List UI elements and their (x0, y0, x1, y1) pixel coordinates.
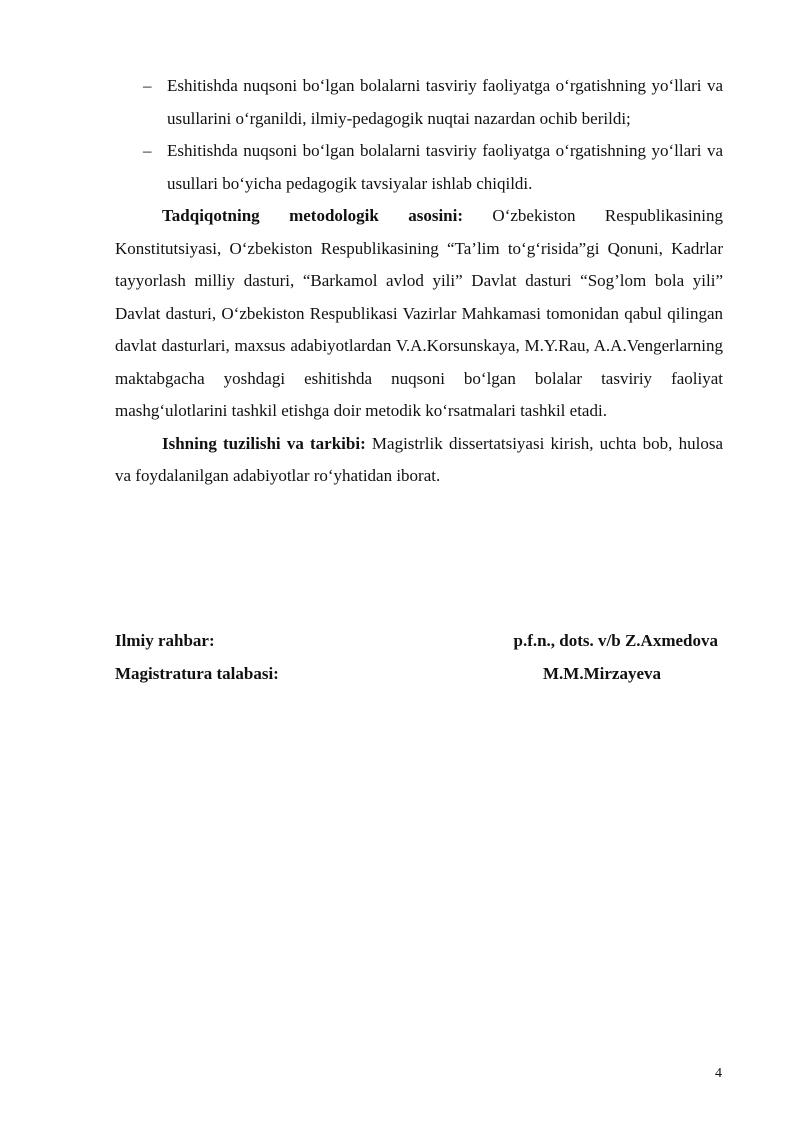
student-name: M.M.Mirzayeva (543, 664, 661, 683)
signature-block (115, 624, 723, 690)
bullet-dash-icon: – (143, 141, 152, 160)
results-list (115, 70, 723, 200)
page-number: 4 (715, 1066, 722, 1081)
list-item-text: Eshitishda nuqsoni bo‘lgan bolalarni tasviriy faoliyatga o‘rgatishning yo‘llari va usullari bo‘yicha pedagogik tavsiyalar ishlab chiqildi. (167, 141, 723, 193)
methodology-heading: Tadqiqotning metodologik asosini: (162, 206, 464, 225)
methodology-paragraph (115, 200, 723, 428)
student-label: Magistratura talabasi: (115, 664, 279, 683)
bullet-dash-icon: – (143, 76, 152, 95)
document-body (115, 70, 723, 493)
list-item (115, 135, 723, 200)
structure-text: Magistrlik dissertatsiyasi kirish, uchta bob, hulosa va foydalanilgan adabiyotlar ro‘yhatidan iborat. (115, 433, 723, 485)
list-item-text: Eshitishda nuqsoni bo‘lgan bolalarni tasviriy faoliyatga o‘rgatishning yo‘llari va usullarini o‘rganildi, ilmiy-pedagogik nuqtai nazardan ochib berildi; (167, 76, 723, 128)
methodology-text: O‘zbekiston Respublikasining Konstitutsiyasi, O‘zbekiston Respublikasining “Ta’lim to‘g‘risida”gi Qonuni, Kadrlar tayyorlash milliy dasturi, “Barkamol avlod yili” Davlat dasturi “Sog’lom bola yili” Davlat dasturi, O‘zbekiston Respublikasi Vazirlar Mahkamasi tomonidan qabul qilingan davlat dasturlari, maxsus adabiyotlardan V.A.Korsunskaya, M.Y.Rau, A.A.Vengerlarning maktabgacha yoshdagi eshitishda nuqsoni bo‘lgan bolalar tasviriy faoliyat mashg‘ulotlarini tashkil etishga doir metodik ko‘rsatmalari tashkil etadi. (115, 206, 723, 420)
student-row (115, 657, 723, 690)
supervisor-name: p.f.n., dots. v/b Z.Axmedova (513, 631, 718, 650)
structure-paragraph (115, 428, 723, 493)
structure-heading: Ishning tuzilishi va tarkibi: (162, 433, 366, 453)
supervisor-label: Ilmiy rahbar: (115, 631, 215, 650)
list-item (115, 70, 723, 135)
supervisor-row (115, 624, 723, 657)
